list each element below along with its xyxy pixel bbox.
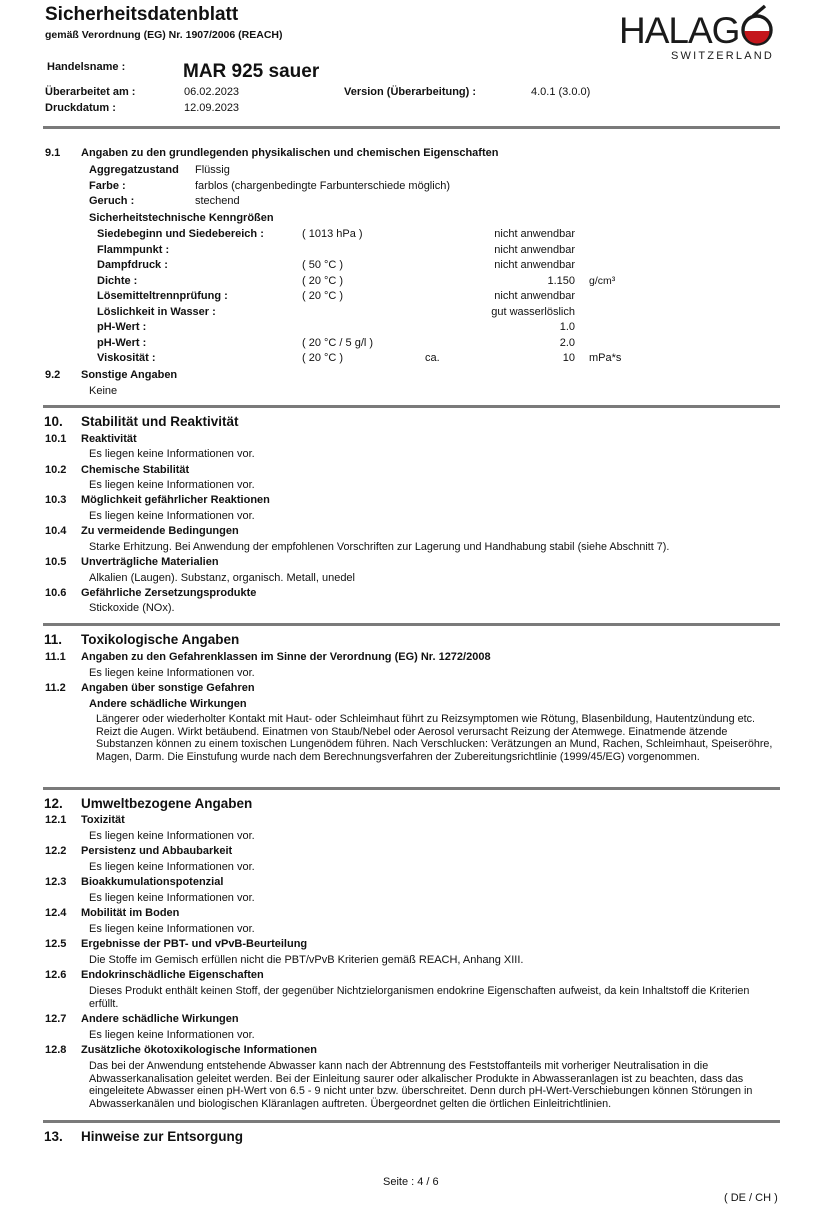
- subsection-text: Alkalien (Laugen). Substanz, organisch. Metall, unedel: [89, 572, 355, 584]
- property-value: 10: [562, 352, 575, 364]
- subsection-title: Ergebnisse der PBT- und vPvB-Beurteilung: [81, 938, 308, 950]
- odor-label: Geruch :: [89, 195, 135, 207]
- document-subtitle: gemäß Verordnung (EG) Nr. 1907/2006 (REACH): [45, 29, 283, 41]
- subsection-title: Unverträgliche Materialien: [81, 556, 219, 568]
- chapter-title: Toxikologische Angaben: [81, 632, 240, 647]
- version-label: Version (Überarbeitung) :: [344, 86, 477, 98]
- chapter-number: 11.: [44, 632, 63, 647]
- property-label: pH-Wert :: [97, 321, 147, 333]
- subsection-subheading: Andere schädliche Wirkungen: [89, 698, 247, 710]
- subsection-text: Starke Erhitzung. Bei Anwendung der empfohlenen Vorschriften zur Lagerung und Handhabung stabil (siehe Abschnitt 7).: [89, 541, 670, 553]
- chapter-title: Stabilität und Reaktivität: [81, 414, 239, 429]
- chapter-number: 10.: [44, 414, 63, 429]
- subsection-title: Persistenz und Abbaubarkeit: [81, 845, 233, 857]
- trade-name: MAR 925 sauer: [183, 61, 320, 82]
- property-value: 2.0: [559, 336, 575, 349]
- property-row: [0, 275, 826, 290]
- property-approx: ca.: [425, 352, 440, 364]
- subsection-number: 11.2: [45, 682, 66, 694]
- subsection-number: 12.6: [45, 969, 67, 981]
- property-label: pH-Wert :: [97, 336, 147, 349]
- chapter-title: Hinweise zur Entsorgung: [81, 1129, 244, 1144]
- revised-label: Überarbeitet am :: [45, 86, 136, 98]
- subsection-title: Angaben über sonstige Gefahren: [81, 682, 255, 694]
- section-heading: Angaben zu den grundlegenden physikalischen und chemischen Eigenschaften: [81, 147, 499, 159]
- color-value: farblos (chargenbedingte Farbunterschiede möglich): [195, 180, 450, 192]
- section-heading: Sonstige Angaben: [81, 369, 178, 381]
- subsection-number: 12.2: [45, 845, 67, 857]
- document-title: Sicherheitsdatenblatt: [45, 4, 239, 25]
- property-unit: g/cm³: [589, 274, 616, 287]
- property-value: nicht anwendbar: [494, 259, 575, 271]
- property-value: nicht anwendbar: [494, 243, 575, 256]
- subsection-text: Es liegen keine Informationen vor.: [89, 923, 255, 935]
- subsection-paragraph: Das bei der Anwendung entstehende Abwasser kann nach der Abtrennung des Feststoffanteils mit vorheriger Neutralisation in die Abwasserkanalisation geleitet werden. Bei der Einleitung saurer oder alkalischer Produkte in Abwasseranlagen ist zu beachten, dass das eingeleitete Abwasser einen pH-Wert von 6.5 - 9 nicht unter bzw. überschreitet. Denn durch pH-Wert-Verschiebungen können Störungen in Abwasserkanälen und biologischen Kläranlagen auftreten. Übergeordnet gelten die örtlichen Einleitrichtlinien.: [89, 1060, 753, 1110]
- subsection-number: 10.6: [45, 587, 67, 599]
- subsection-text: Es liegen keine Informationen vor.: [89, 861, 255, 873]
- property-label: Dampfdruck :: [97, 259, 168, 271]
- chapter-number: 13.: [44, 1129, 63, 1144]
- section-divider: [43, 623, 780, 626]
- halag-logo: [618, 4, 783, 64]
- header-divider: [43, 126, 780, 129]
- property-condition: ( 20 °C ): [302, 274, 344, 287]
- property-row: [0, 290, 826, 305]
- section-divider: [43, 787, 780, 790]
- subsection-paragraph: Dieses Produkt enthält keinen Stoff, der gegenüber Nichtzielorganismen endokrine Eigenschaften aufweist, da kein Inhaltstoff die Kriterien erfüllt.: [89, 985, 750, 1010]
- subsection-title: Reaktivität: [81, 433, 137, 445]
- property-row: [0, 259, 826, 274]
- subsection-text: Es liegen keine Informationen vor.: [89, 1029, 255, 1041]
- property-row: [0, 337, 826, 352]
- subsection-number: 12.1: [45, 814, 67, 826]
- section-value: Keine: [89, 385, 118, 397]
- subsection-number: 12.4: [45, 907, 67, 919]
- subsection-title: Toxizität: [81, 814, 125, 826]
- chapter-number: 12.: [44, 796, 63, 811]
- property-value: nicht anwendbar: [494, 228, 575, 240]
- property-row: [0, 306, 826, 321]
- section-divider: [43, 405, 780, 408]
- section-number: 9.2: [45, 369, 61, 381]
- subsection-number: 12.3: [45, 876, 67, 888]
- version-value: 4.0.1 (3.0.0): [531, 86, 591, 98]
- property-value: nicht anwendbar: [494, 290, 575, 302]
- section-number: 9.1: [45, 147, 61, 159]
- subsection-number: 12.5: [45, 938, 67, 950]
- subsection-text: Es liegen keine Informationen vor.: [89, 830, 255, 842]
- subsection-title: Endokrinschädliche Eigenschaften: [81, 969, 264, 981]
- flask-icon: [738, 4, 778, 48]
- property-value: gut wasserlöslich: [491, 305, 575, 318]
- subsection-number: 11.1: [45, 651, 66, 663]
- property-label: Dichte :: [97, 274, 138, 287]
- logo-subtitle: SWITZERLAND: [671, 50, 775, 62]
- property-label: Lösemitteltrennprüfung :: [97, 290, 228, 302]
- property-label: Flammpunkt :: [97, 243, 170, 256]
- subsection-number: 12.7: [45, 1013, 67, 1025]
- property-condition: ( 50 °C ): [302, 259, 344, 271]
- color-label: Farbe :: [89, 180, 126, 192]
- subsection-paragraph: Längerer oder wiederholter Kontakt mit Haut- oder Schleimhaut führt zu Reizsymptomen wie Rötung, Blasenbildung, Hautentzündung etc. Reizt die Augen. Wirkt betäubend. Einatmen von Staub/Nebel oder Aerosol verursacht Reizung der Atemwege. Einatmende ätzende Substanzen können zu einem toxischen Lungenödem führen. Nach Verschlucken: Verätzungen an Mund, Rachen, Schleimhaut, Speiseröhre, Magen, Darm. Die Einstufung wurde nach dem Berechnungsverfahren der Zubereitungsrichtlinie (1999/45/EG) vorgenommen.: [96, 713, 773, 763]
- property-condition: ( 20 °C / 5 g/l ): [302, 336, 374, 349]
- property-row: [0, 228, 826, 243]
- property-value: 1.0: [559, 321, 575, 333]
- subsection-number: 10.5: [45, 556, 67, 568]
- odor-value: stechend: [195, 195, 240, 207]
- subsection-number: 10.2: [45, 464, 67, 476]
- property-row: [0, 352, 826, 367]
- chapter-title: Umweltbezogene Angaben: [81, 796, 253, 811]
- property-value: 1.150: [547, 274, 575, 287]
- subsection-text: Es liegen keine Informationen vor.: [89, 667, 255, 679]
- property-unit: mPa*s: [589, 352, 622, 364]
- subsection-title: Gefährliche Zersetzungsprodukte: [81, 587, 257, 599]
- subsection-title: Chemische Stabilität: [81, 464, 190, 476]
- property-label: Siedebeginn und Siedebereich :: [97, 228, 264, 240]
- subsection-title: Möglichkeit gefährlicher Reaktionen: [81, 494, 270, 506]
- logo-text: HALAG: [619, 10, 740, 51]
- property-row: [0, 321, 826, 336]
- page-number: Seite : 4 / 6: [383, 1176, 439, 1188]
- subsection-number: 12.8: [45, 1044, 67, 1056]
- locale-indicator: ( DE / CH ): [724, 1192, 778, 1204]
- property-label: Viskosität :: [97, 352, 156, 364]
- aggregate-state-label: Aggregatzustand: [89, 164, 179, 176]
- print-date: 12.09.2023: [184, 102, 240, 114]
- property-label: Löslichkeit in Wasser :: [97, 305, 216, 318]
- subsection-title: Andere schädliche Wirkungen: [81, 1013, 239, 1025]
- subsection-text: Es liegen keine Informationen vor.: [89, 479, 255, 491]
- aggregate-state-value: Flüssig: [195, 164, 230, 176]
- subsection-text: Es liegen keine Informationen vor.: [89, 448, 255, 460]
- subsection-title: Zu vermeidende Bedingungen: [81, 525, 239, 537]
- subsection-text: Es liegen keine Informationen vor.: [89, 892, 255, 904]
- subsection-title: Zusätzliche ökotoxikologische Informationen: [81, 1044, 317, 1056]
- property-condition: ( 20 °C ): [302, 352, 344, 364]
- property-condition: ( 20 °C ): [302, 290, 344, 302]
- print-date-label: Druckdatum :: [45, 102, 116, 114]
- subsection-number: 10.3: [45, 494, 67, 506]
- subsection-title: Angaben zu den Gefahrenklassen im Sinne der Verordnung (EG) Nr. 1272/2008: [81, 651, 491, 663]
- trade-name-label: Handelsname :: [47, 61, 126, 73]
- subsection-text: Es liegen keine Informationen vor.: [89, 510, 255, 522]
- subsection-number: 10.1: [45, 433, 67, 445]
- property-condition: ( 1013 hPa ): [302, 228, 363, 240]
- revised-date: 06.02.2023: [184, 86, 240, 98]
- safety-parameters-heading: Sicherheitstechnische Kenngrößen: [89, 212, 274, 224]
- subsection-text: Die Stoffe im Gemisch erfüllen nicht die PBT/vPvB Kriterien gemäß REACH, Anhang XIII.: [89, 954, 524, 966]
- subsection-number: 10.4: [45, 525, 67, 537]
- subsection-text: Stickoxide (NOx).: [89, 602, 175, 614]
- section-divider: [43, 1120, 780, 1123]
- subsection-title: Mobilität im Boden: [81, 907, 180, 919]
- property-row: [0, 244, 826, 259]
- subsection-title: Bioakkumulationspotenzial: [81, 876, 224, 888]
